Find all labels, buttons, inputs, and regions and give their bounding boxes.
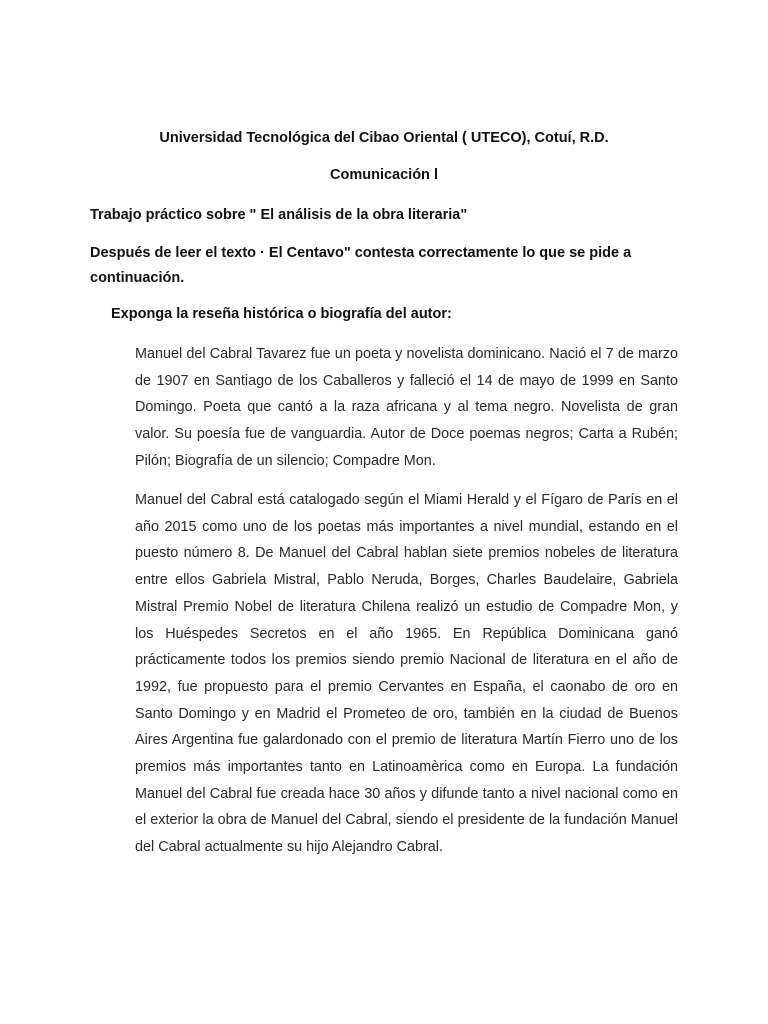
biography-paragraph-2: Manuel del Cabral está catalogado según el Miami Herald y el Fígaro de París en el año 2015 como uno de los poetas más importantes a nivel mundial, estando en el puesto número 8. De Manuel del Cabral hablan siete premios nobeles de literatura entre ellos Gabriela Mistral, Pablo Neruda, Borges, Charles Baudelaire, Gabriela Mistral Premio Nobel de literatura Chilena realizó un estudio de Compadre Mon, y los Huéspedes Secretos en el año 1965. En República Dominicana ganó prácticamente todos los premios siendo premio Nacional de literatura en el año de 1992, fue propuesto para el premio Cervantes en España, el caonabo de oro en Santo Domingo y en Madrid el Prometeo de oro, también en la ciudad de Buenos Aires Argentina fue galardonado con el premio de literatura Martín Fierro uno de los premios más importantes tanto en Latinoamèrica como en Europa. La fundación Manuel del Cabral fue creada hace 30 años y difunde tanto a nivel nacional como en el exterior la obra de Manuel del Cabral, siendo el presidente de la fundación Manuel del Cabral actualmente su hijo Alejandro Cabral. xyxy=(135,492,678,856)
course-title: Comunicación l xyxy=(330,167,438,183)
assignment-instruction: Después de leer el texto · El Centavo" contesta correctamente lo que se pide a continuación. xyxy=(90,245,632,286)
assignment-title: Trabajo práctico sobre " El análisis de la obra literaria" xyxy=(90,207,468,223)
question-heading: Exponga la reseña histórica o biografía del autor: xyxy=(111,306,452,322)
university-heading: Universidad Tecnológica del Cibao Oriental ( UTECO), Cotuí, R.D. xyxy=(159,130,609,146)
biography-paragraph-1: Manuel del Cabral Tavarez fue un poeta y novelista dominicano. Nació el 7 de marzo de 1907 en Santiago de los Caballeros y falleció el 14 de mayo de 1999 en Santo Domingo. Poeta que cantó a la raza africana y al tema negro. Novelista de gran valor. Su poesía fue de vanguardia. Autor de Doce poemas negros; Carta a Rubén; Pilón; Biografía de un silencio; Compadre Mon. xyxy=(135,346,678,469)
